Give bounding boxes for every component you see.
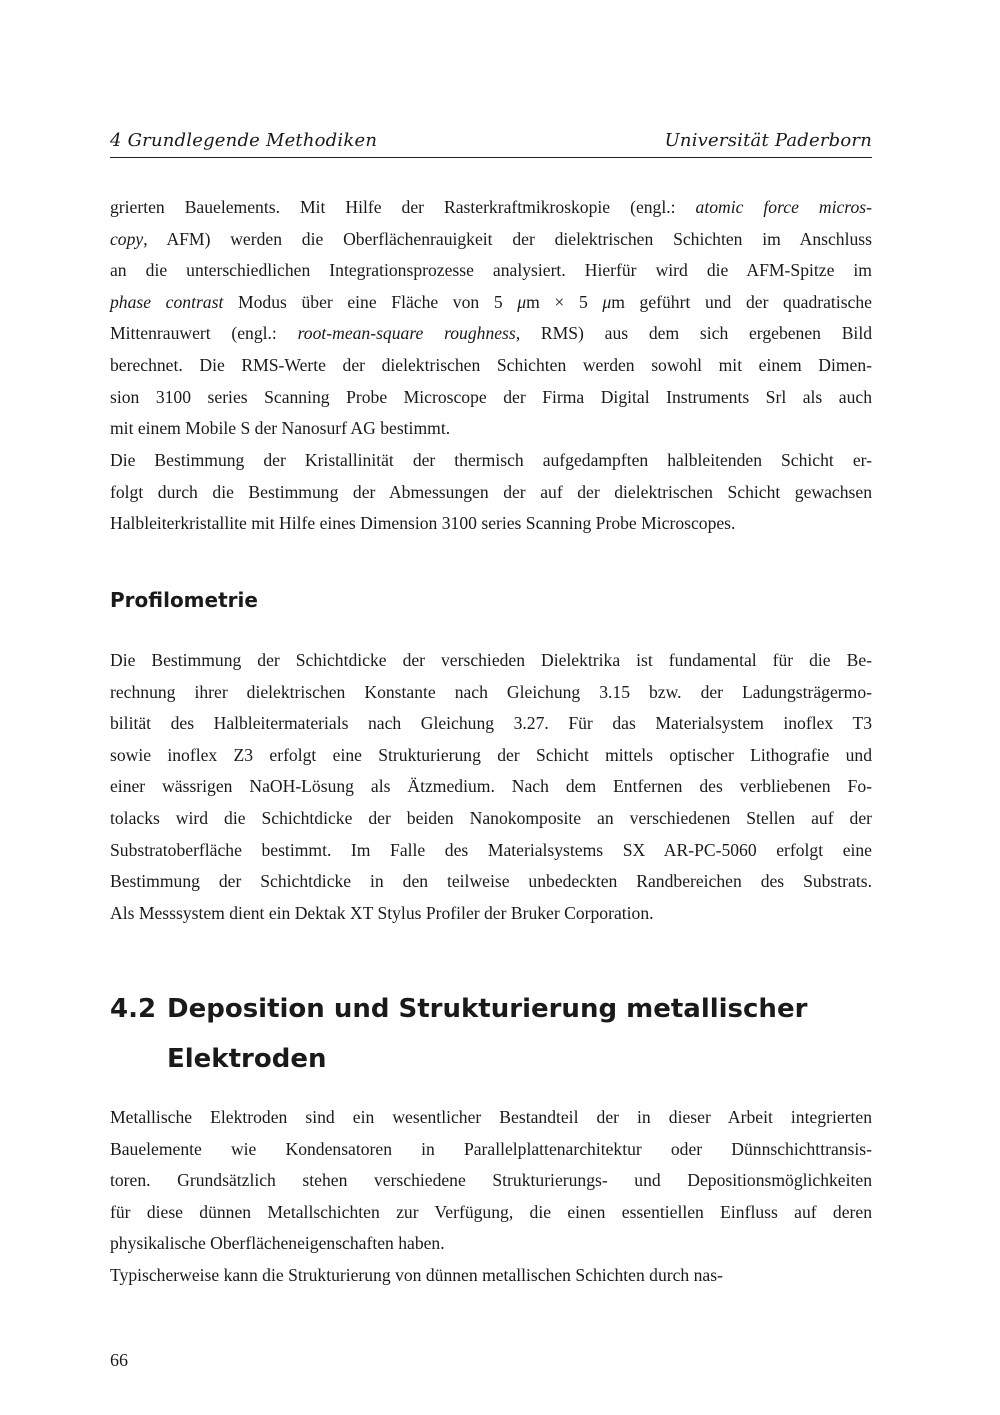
header-chapter: 4 Grundlegende Methodiken xyxy=(110,130,378,151)
section-heading xyxy=(110,984,872,1084)
text-line: Die Bestimmung der Schichtdicke der verschieden Dielektrika ist fundamental für die Be- xyxy=(110,650,872,670)
text-line: Als Messsystem dient ein Dektak XT Stylus Profiler der Bruker Corporation. xyxy=(110,902,654,923)
text-line: tolacks wird die Schichtdicke der beiden Nanokomposite an verschiedenen Stellen auf der xyxy=(110,807,872,828)
italic-term: copy xyxy=(110,228,144,249)
text-line: mit einem Mobile S der Nanosurf AG bestimmt. xyxy=(110,418,451,439)
text-line: Substratoberfläche bestimmt. Im Falle des Materialsystems SX AR-PC-5060 erfolgt eine xyxy=(110,839,872,860)
italic-term: μ xyxy=(602,291,612,312)
text-line: einer wässrigen NaOH-Lösung als Ätzmedium. Nach dem Entfernen des verbliebenen Fo- xyxy=(110,776,872,797)
italic-term: atomic force micros- xyxy=(695,197,872,217)
subsection-title: Profilometrie xyxy=(110,588,258,612)
paragraph-profilometry xyxy=(110,645,872,929)
text-line: sion 3100 series Scanning Probe Microscope der Firma Digital Instruments Srl als auch xyxy=(110,386,872,407)
paragraph-crystallinity xyxy=(110,445,872,540)
text-line: grierten Bauelements. Mit Hilfe der Rasterkraftmikroskopie (engl.: atomic force micros- xyxy=(110,197,872,217)
section-number: 4.2 xyxy=(110,994,157,1024)
section-title-line2: Elektroden xyxy=(167,1044,327,1074)
section-title-line1: Deposition und Strukturierung metallischer xyxy=(167,994,808,1024)
text-line: bilität des Halbleitermaterials nach Gleichung 3.27. Für das Materialsystem inoflex T3 xyxy=(110,713,872,734)
text-line: für diese dünnen Metallschichten zur Verfügung, die einen essentiellen Einfluss auf deren xyxy=(110,1201,872,1222)
text-line: Metallische Elektroden sind ein wesentlicher Bestandteil der in dieser Arbeit integrierten xyxy=(110,1107,872,1127)
text-line: folgt durch die Bestimmung der Abmessungen der auf der dielektrischen Schicht gewachsen xyxy=(110,481,872,502)
text-line: Mittenrauwert (engl.: root-mean-square roughness, RMS) aus dem sich ergebenen Bild xyxy=(110,323,873,344)
text-line: sowie inoflex Z3 erfolgt eine Strukturierung der Schicht mittels optischer Lithografie und xyxy=(110,744,872,765)
text-line: rechnung ihrer dielektrischen Konstante nach Gleichung 3.15 bzw. der Ladungsträgermo- xyxy=(110,681,872,702)
text-line: physikalische Oberflächeneigenschaften haben. xyxy=(110,1233,445,1254)
paragraph-electrodes xyxy=(110,1102,872,1260)
italic-term: μ xyxy=(517,291,527,312)
paragraph-afm xyxy=(110,192,872,445)
text-line: Halbleiterkristallite mit Hilfe eines Dimension 3100 series Scanning Probe Microscopes. xyxy=(110,513,736,534)
text-line: toren. Grundsätzlich stehen verschiedene Strukturierungs- und Depositionsmöglichkeiten xyxy=(110,1170,872,1191)
text-line: copy, AFM) werden die Oberflächenrauigkeit der dielektrischen Schichten im Anschluss xyxy=(110,228,872,249)
header-university: Universität Paderborn xyxy=(664,130,872,151)
paragraph-structuring xyxy=(110,1260,872,1292)
text-line: Bestimmung der Schichtdicke in den teilweise unbedeckten Randbereichen des Substrats. xyxy=(110,871,872,892)
page-number: 66 xyxy=(110,1350,128,1370)
italic-term: phase contrast xyxy=(110,291,224,312)
running-header xyxy=(110,130,872,158)
text-line: Die Bestimmung der Kristallinität der thermisch aufgedampften halbleitenden Schicht er- xyxy=(110,450,872,470)
text-line: Bauelemente wie Kondensatoren in Parallelplattenarchitektur oder Dünnschichttransis- xyxy=(110,1138,872,1159)
text-line: berechnet. Die RMS-Werte der dielektrischen Schichten werden sowohl mit einem Dimen- xyxy=(110,354,872,375)
text-line: Typischerweise kann die Strukturierung von dünnen metallischen Schichten durch nas- xyxy=(110,1265,723,1285)
text-line: phase contrast Modus über eine Fläche von 5 μm × 5 μm geführt und der quadratische xyxy=(110,291,872,312)
italic-term: root-mean-square roughness xyxy=(297,323,516,344)
text-line: an die unterschiedlichen Integrationsprozesse analysiert. Hierfür wird die AFM-Spitze im xyxy=(110,260,872,281)
